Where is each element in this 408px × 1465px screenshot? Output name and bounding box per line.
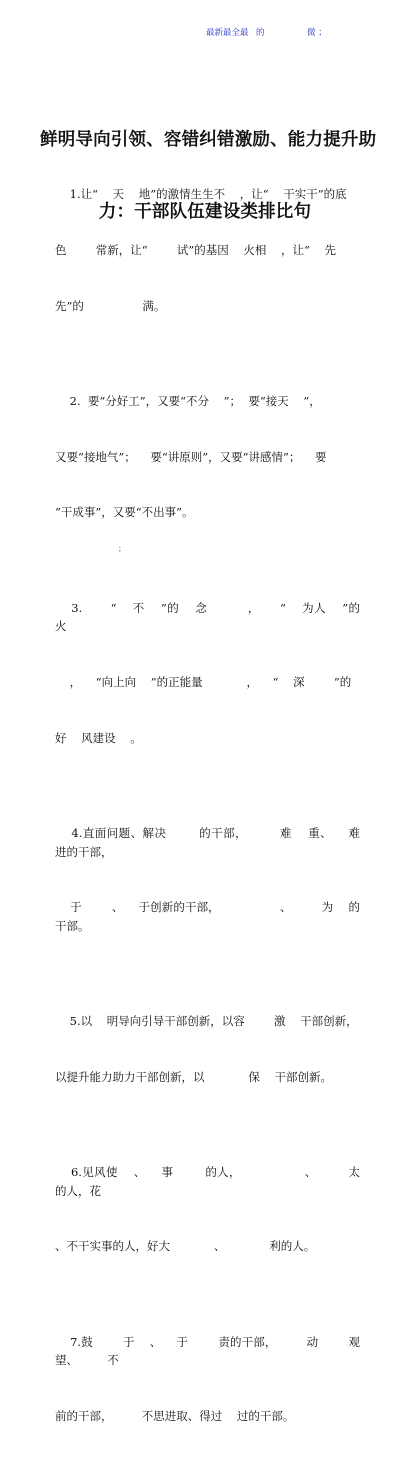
- header-text-mid: 的: [256, 28, 265, 38]
- paragraph-line: 3. “ 不 ”的 念 ， “ 为人 ”的 火: [55, 600, 375, 634]
- paragraph-4: [55, 787, 375, 973]
- paragraph-7: [55, 1295, 360, 1462]
- paragraph-line: 于 、 于创新的干部， 、 为 的干部。: [55, 900, 360, 933]
- paragraph-line: 4.直面问题、解决 的干部， 难 重、 难 进的干部，: [55, 825, 375, 859]
- paragraph-line: 前的干部， 不思进取、得过 过的干部。: [55, 1408, 295, 1423]
- paragraph-line: 2. 要“分好工”，又要“不分 ”； 要“接天 ”，: [55, 393, 321, 408]
- paragraph-5: [55, 975, 360, 1124]
- paragraph-line: 色 常新，让“ 试”的基因 火相 ，让“ 先: [55, 242, 336, 257]
- paragraph-line: ， “向上向 ”的正能量 ， “ 深 ”的: [55, 675, 352, 689]
- header-text-left: 最新最全最: [206, 28, 249, 38]
- paragraph-line: 好 风建设 。: [55, 730, 142, 745]
- paragraph-line: 先”的 满。: [55, 298, 166, 313]
- paragraph-line: 又要“接地气”； 要“讲原则”，又要“讲感情”； 要: [55, 449, 327, 464]
- paragraph-3: [55, 561, 375, 784]
- footer-mark: ；: [118, 544, 126, 553]
- document-body: [55, 148, 375, 1465]
- paragraph-line: 5.以 明导向引导干部创新，以容 激 干部创新，: [55, 1014, 358, 1029]
- paragraph-6: [55, 1126, 375, 1293]
- paragraph-line: 1.让“ 天 地”的激情生生不 ，让“ 干实干”的底: [55, 187, 347, 202]
- title-line-2: 力：干部队伍建设类排比句: [98, 202, 312, 222]
- paragraph-line: 以提升能力助力干部创新，以 保 干部创新。: [55, 1069, 332, 1084]
- paragraph-1: [55, 148, 360, 353]
- paragraph-line: 6.见风使 、 事 的人， 、 太 的人，花: [55, 1165, 375, 1198]
- paragraph-line: “干成事”，又要“不出事”。: [55, 505, 194, 520]
- paragraph-line: 7.鼓 于 、 于 责的干部， 动 观望、 不: [55, 1334, 360, 1368]
- title-line-1: 鲜明导向引领、容错纠错激励、能力提升助: [40, 130, 377, 150]
- page-header: [0, 26, 408, 40]
- paragraph-line: 、不干实事的人，好大 、 利的人。: [55, 1239, 316, 1254]
- paragraph-2: [55, 355, 360, 560]
- header-text-right: 微 ；: [307, 28, 327, 38]
